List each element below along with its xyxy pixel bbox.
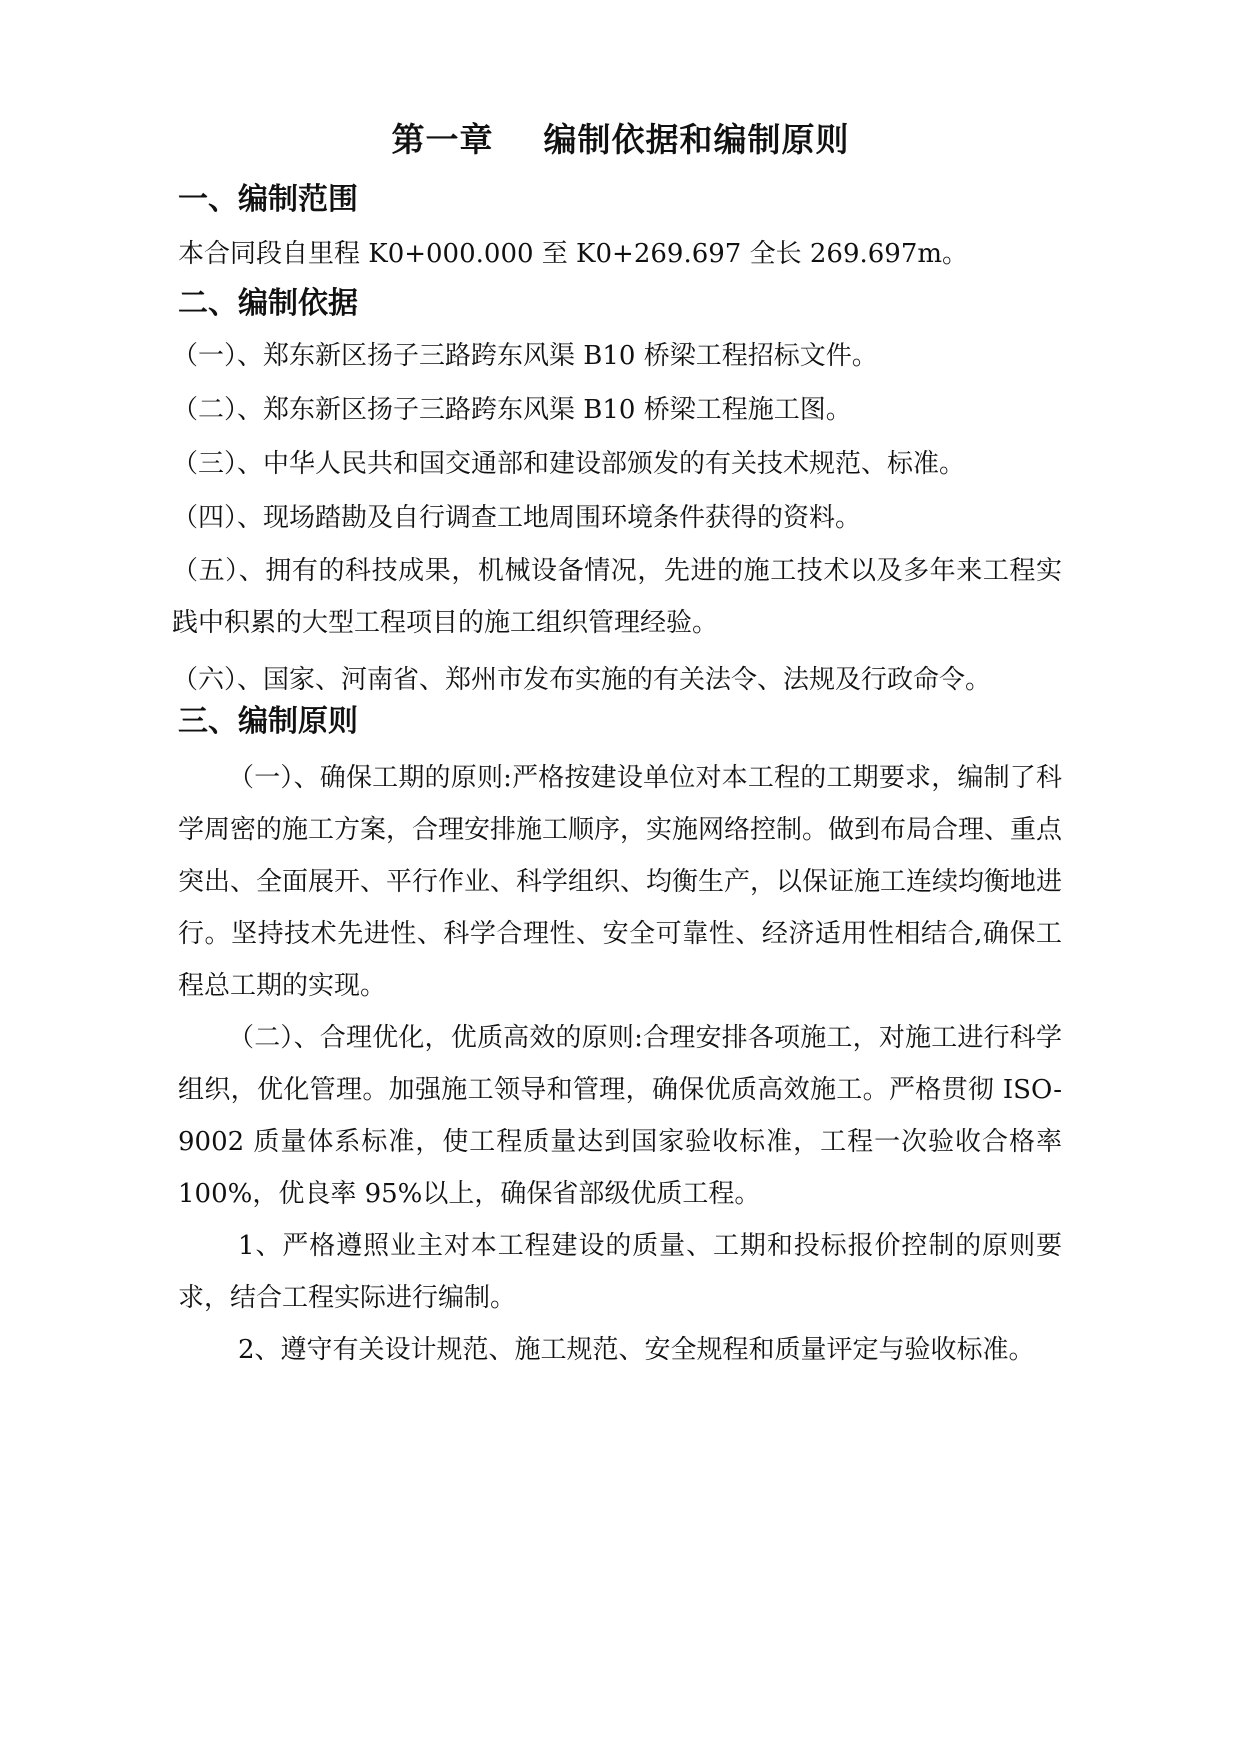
basis-item-4: （四）、现场踏勘及自行调查工地周围环境条件获得的资料。: [172, 503, 862, 533]
section-heading-basis: 二、编制依据: [178, 286, 358, 321]
section-heading-scope: 一、编制范围: [178, 182, 358, 217]
basis-item-5: （五）、拥有的科技成果，机械设备情况，先进的施工技术以及多年来工程实践中积累的大型工程项目的施工组织管理经验。: [172, 556, 1062, 638]
scope-text: 本合同段自里程 K0+000.000 至 K0+269.697 全长 269.697m。: [178, 239, 969, 269]
principle-paragraph-1: （一）、确保工期的原则:严格按建设单位对本工程的工期要求，编制了科学周密的施工方案，合理安排施工顺序，实施网络控制。做到布局合理、重点突出、全面展开、平行作业、科学组织、均衡生产，以保证施工连续均衡地进行。坚持技术先进性、科学合理性、安全可靠性、经济适用性相结合,确保工程总工期的实现。: [178, 763, 1063, 1001]
section-heading-principles: 三、编制原则: [178, 704, 358, 739]
basis-item-1: （一）、郑东新区扬子三路跨东风渠 B10 桥梁工程招标文件。: [172, 341, 878, 371]
basis-item-6: （六）、国家、河南省、郑州市发布实施的有关法令、法规及行政命令。: [172, 665, 992, 695]
principle-item-2: 2、遵守有关设计规范、施工规范、安全规程和质量评定与验收标准。: [238, 1335, 1035, 1365]
basis-item-3: （三）、中华人民共和国交通部和建设部颁发的有关技术规范、标准。: [172, 449, 966, 479]
principle-paragraph-2: （二）、合理优化，优质高效的原则:合理安排各项施工，对施工进行科学组织，优化管理。加强施工领导和管理，确保优质高效施工。严格贯彻 ISO-9002 质量体系标准，使工程质量达到国家验收标准，工程一次验收合格率 100%，优良率 95%以上，确保省部级优质工程。: [178, 1023, 1062, 1209]
basis-item-2: （二）、郑东新区扬子三路跨东风渠 B10 桥梁工程施工图。: [172, 395, 852, 425]
principle-item-1: 1、严格遵照业主对本工程建设的质量、工期和投标报价控制的原则要求，结合工程实际进行编制。: [178, 1231, 1062, 1313]
chapter-title: 第一章 编制依据和编制原则: [391, 120, 850, 159]
